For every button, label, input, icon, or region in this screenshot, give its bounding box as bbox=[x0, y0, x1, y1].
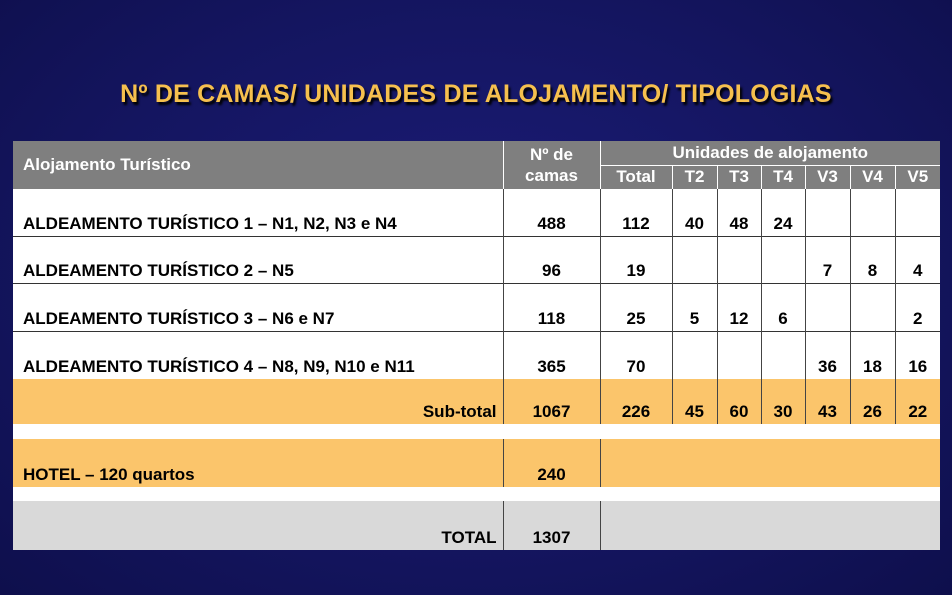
col-v4: V4 bbox=[850, 165, 895, 188]
col-v5: V5 bbox=[895, 165, 940, 188]
row-total: 19 bbox=[600, 236, 672, 284]
row-v3: 36 bbox=[805, 331, 850, 379]
row-camas: 118 bbox=[503, 284, 600, 332]
row-name: ALDEAMENTO TURÍSTICO 4 – N8, N9, N10 e N11 bbox=[23, 356, 415, 376]
row-t4: 24 bbox=[761, 189, 805, 237]
subtotal-t4: 30 bbox=[761, 379, 805, 425]
row-v4 bbox=[850, 284, 895, 332]
row-name: ALDEAMENTO TURÍSTICO 1 – N1, N2, N3 e N4 bbox=[23, 213, 397, 233]
col-t3: T3 bbox=[717, 165, 761, 188]
row-v5: 2 bbox=[895, 284, 940, 332]
table-row bbox=[13, 236, 940, 284]
row-v5: 16 bbox=[895, 331, 940, 379]
row-total: 25 bbox=[600, 284, 672, 332]
row-v4: 18 bbox=[850, 331, 895, 379]
col-v3: V3 bbox=[805, 165, 850, 188]
col-total: Total bbox=[600, 165, 672, 188]
row-t3: 12 bbox=[717, 284, 761, 332]
subtotal-camas: 1067 bbox=[503, 379, 600, 425]
subtotal-v5: 22 bbox=[895, 379, 940, 425]
row-camas: 488 bbox=[503, 189, 600, 237]
row-t2: 40 bbox=[672, 189, 717, 237]
subtotal-v4: 26 bbox=[850, 379, 895, 425]
table-row bbox=[13, 331, 940, 379]
row-t2: 5 bbox=[672, 284, 717, 332]
header-alojamento: Alojamento Turístico bbox=[23, 154, 191, 174]
header-unidades: Unidades de alojamento bbox=[600, 141, 940, 165]
hotel-camas: 240 bbox=[503, 439, 600, 488]
subtotal-v3: 43 bbox=[805, 379, 850, 425]
table-spacer bbox=[13, 424, 940, 438]
row-t4: 6 bbox=[761, 284, 805, 332]
row-t4 bbox=[761, 236, 805, 284]
row-t3 bbox=[717, 331, 761, 379]
header-camas bbox=[503, 141, 600, 189]
row-v5: 4 bbox=[895, 236, 940, 284]
row-v4 bbox=[850, 189, 895, 237]
header-row-top bbox=[13, 141, 940, 165]
row-t4 bbox=[761, 331, 805, 379]
hotel-units-empty bbox=[600, 439, 940, 488]
subtotal-label: Sub-total bbox=[422, 402, 497, 422]
col-t2: T2 bbox=[672, 165, 717, 188]
table-spacer bbox=[13, 487, 940, 501]
subtotal-t2: 45 bbox=[672, 379, 717, 425]
hotel-row bbox=[13, 439, 940, 488]
header-camas-line1: Nº de bbox=[529, 144, 574, 164]
total-label: TOTAL bbox=[441, 528, 497, 547]
row-v4: 8 bbox=[850, 236, 895, 284]
row-t3 bbox=[717, 236, 761, 284]
row-camas: 96 bbox=[503, 236, 600, 284]
accommodation-table bbox=[13, 141, 940, 550]
row-total: 70 bbox=[600, 331, 672, 379]
subtotal-row bbox=[13, 379, 940, 425]
header-camas-line2: camas bbox=[525, 165, 578, 185]
row-t2 bbox=[672, 236, 717, 284]
subtotal-total: 226 bbox=[600, 379, 672, 425]
total-camas: 1307 bbox=[503, 501, 600, 550]
row-t3: 48 bbox=[717, 189, 761, 237]
row-v3: 7 bbox=[805, 236, 850, 284]
col-t4: T4 bbox=[761, 165, 805, 188]
row-name: ALDEAMENTO TURÍSTICO 2 – N5 bbox=[23, 261, 294, 281]
row-camas: 365 bbox=[503, 331, 600, 379]
row-t2 bbox=[672, 331, 717, 379]
row-v3 bbox=[805, 189, 850, 237]
total-row bbox=[13, 501, 940, 550]
hotel-label: HOTEL – 120 quartos bbox=[23, 465, 195, 485]
table-row bbox=[13, 189, 940, 237]
table-row bbox=[13, 284, 940, 332]
page-title: Nº DE CAMAS/ UNIDADES DE ALOJAMENTO/ TIPOLOGIAS bbox=[120, 80, 832, 108]
subtotal-t3: 60 bbox=[717, 379, 761, 425]
row-v3 bbox=[805, 284, 850, 332]
row-total: 112 bbox=[600, 189, 672, 237]
row-v5 bbox=[895, 189, 940, 237]
row-name: ALDEAMENTO TURÍSTICO 3 – N6 e N7 bbox=[23, 308, 335, 328]
total-units-empty bbox=[600, 501, 940, 550]
